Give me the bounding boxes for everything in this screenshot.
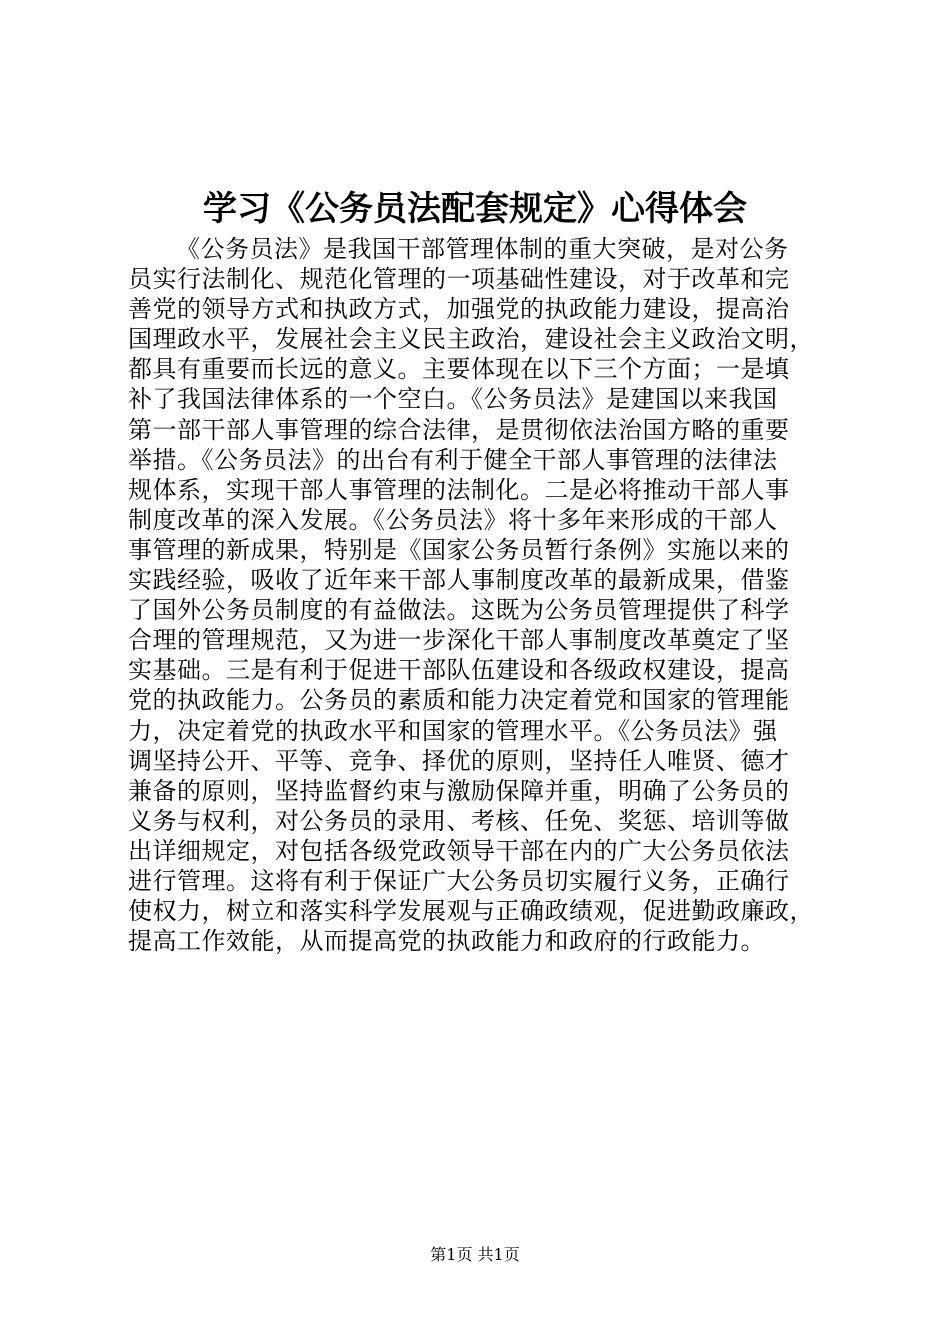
body-line: 事管理的新成果，特别是《国家公务员暂行条例》实施以来的 <box>128 535 790 564</box>
body-line: 补了我国法律体系的一个空白。《公务员法》是建国以来我国 <box>128 385 778 414</box>
body-line: 国理政水平，发展社会主义民主政治，建设社会主义政治文明， <box>128 325 814 354</box>
document-title: 学习《公务员法配套规定》心得体会 <box>203 189 747 229</box>
body-line: 举措。《公务员法》的出台有利于健全干部人事管理的法律法 <box>128 445 778 474</box>
body-line: 力，决定着党的执政水平和国家的管理水平。《公务员法》强 <box>128 716 778 745</box>
body-line: 了国外公务员制度的有益做法。这既为公务员管理提供了科学 <box>128 596 790 625</box>
body-line: 出详细规定，对包括各级党政领导干部在内的广大公务员依法 <box>128 836 790 865</box>
body-line: 善党的领导方式和执政方式，加强党的执政能力建设，提高治 <box>128 295 790 324</box>
body-line: 实践经验，吸收了近年来干部人事制度改革的最新成果，借鉴 <box>128 566 790 595</box>
body-line: 实基础。三是有利于促进干部队伍建设和各级政权建设，提高 <box>128 656 790 685</box>
body-line: 《公务员法》是我国干部管理体制的重大突破，是对公务 <box>176 235 789 263</box>
body-line: 都具有重要而长远的意义。主要体现在以下三个方面；一是填 <box>128 355 790 384</box>
body-line: 提高工作效能，从而提高党的执政能力和政府的行政能力。 <box>128 927 765 956</box>
body-line: 调坚持公开、平等、竞争、择优的原则，坚持任人唯贤、德才 <box>128 746 790 775</box>
page-number: 第1页 共1页 <box>430 1245 520 1264</box>
body-line: 义务与权利，对公务员的录用、考核、任免、奖惩、培训等做 <box>128 806 790 835</box>
body-line: 党的执政能力。公务员的素质和能力决定着党和国家的管理能 <box>128 686 790 715</box>
body-line: 员实行法制化、规范化管理的一项基础性建设，对于改革和完 <box>128 265 790 294</box>
document-body <box>128 234 848 956</box>
body-line: 兼备的原则，坚持监督约束与激励保障并重，明确了公务员的 <box>128 776 790 805</box>
body-line: 使权力，树立和落实科学发展观与正确政绩观，促进勤政廉政， <box>128 897 814 926</box>
body-line: 制度改革的深入发展。《公务员法》将十多年来形成的干部人 <box>128 505 778 534</box>
body-line: 合理的管理规范，又为进一步深化干部人事制度改革奠定了坚 <box>128 626 790 655</box>
body-line: 进行管理。这将有利于保证广大公务员切实履行义务，正确行 <box>128 866 790 895</box>
body-line: 规体系，实现干部人事管理的法制化。二是必将推动干部人事 <box>128 475 790 504</box>
body-line: 第一部干部人事管理的综合法律，是贯彻依法治国方略的重要 <box>128 415 790 444</box>
